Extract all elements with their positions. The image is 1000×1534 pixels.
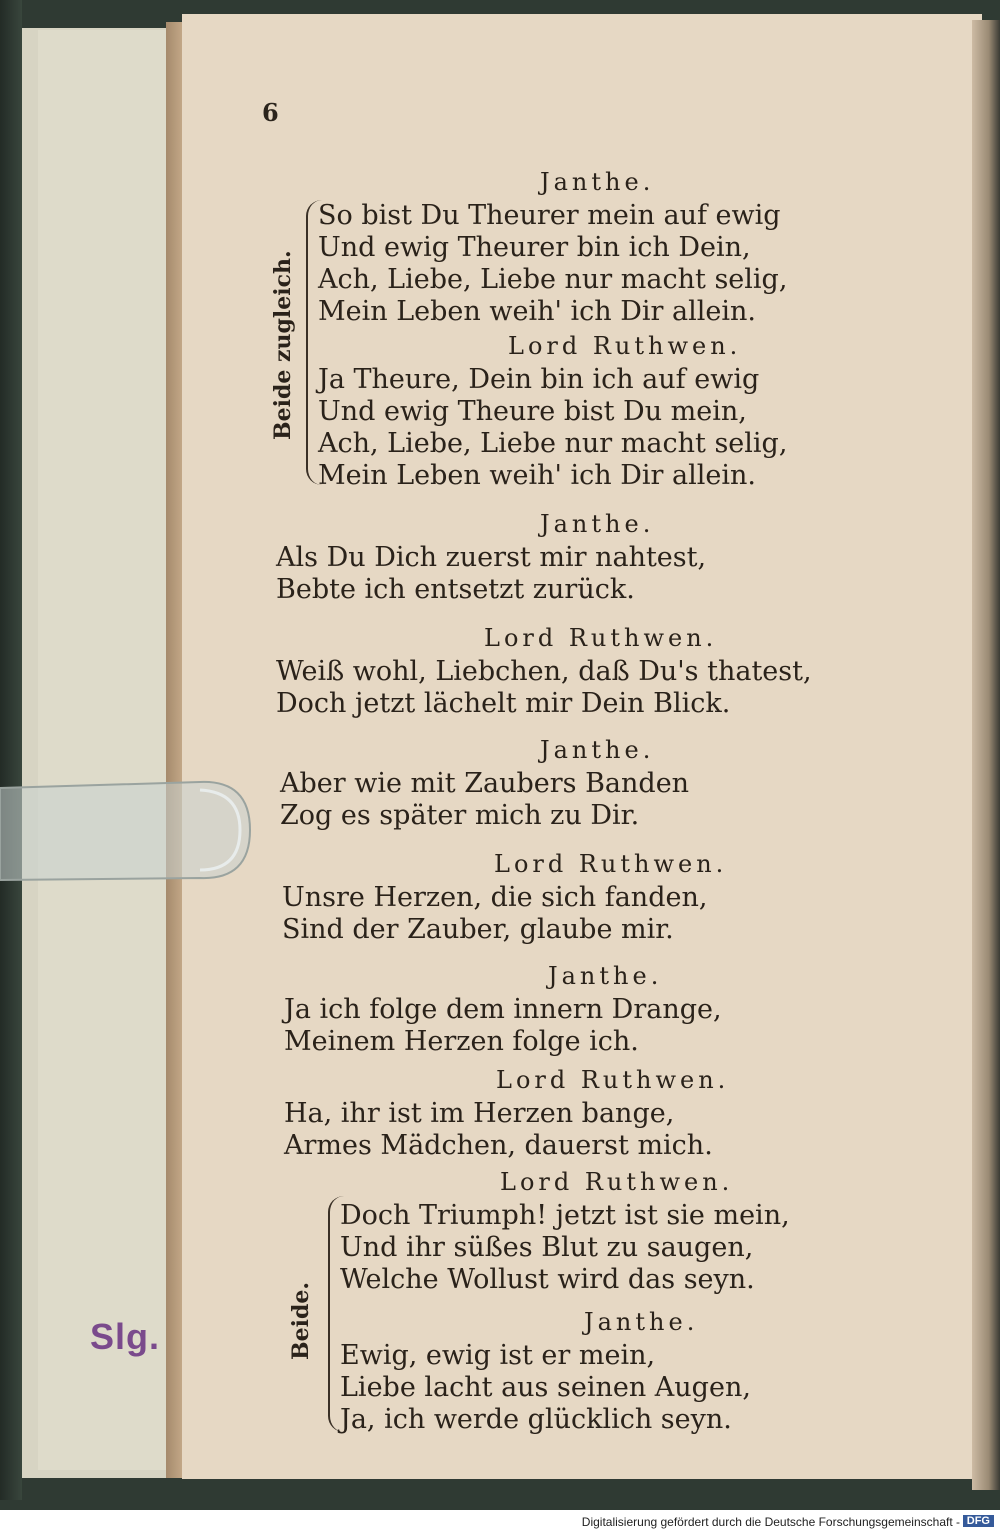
verse-line: Mein Leben weih' ich Dir allein. bbox=[318, 296, 756, 327]
verse-line: Sind der Zauber, glaube mir. bbox=[282, 914, 674, 945]
speaker-heading: Lord Ruthwen. bbox=[508, 332, 742, 360]
verse-line: Doch Triumph! jetzt ist sie mein, bbox=[340, 1200, 790, 1231]
verse-line: Meinem Herzen folge ich. bbox=[284, 1026, 639, 1057]
verse-line: Ja ich folge dem innern Drange, bbox=[284, 994, 722, 1025]
verse-line: Ha, ihr ist im Herzen bange, bbox=[284, 1098, 675, 1129]
verse-line: Unsre Herzen, die sich fanden, bbox=[282, 882, 708, 913]
speaker-heading: Janthe. bbox=[548, 962, 663, 990]
verse-line: Ja Theure, Dein bin ich auf ewig bbox=[318, 364, 760, 395]
speaker-heading: Janthe. bbox=[540, 510, 655, 538]
speaker-heading: Lord Ruthwen. bbox=[500, 1168, 734, 1196]
collection-stamp: Slg. bbox=[90, 1316, 161, 1357]
speaker-heading: Janthe. bbox=[584, 1308, 699, 1336]
verse-line: Welche Wollust wird das seyn. bbox=[340, 1264, 755, 1295]
verse-line: Ach, Liebe, Liebe nur macht selig, bbox=[318, 264, 788, 295]
verse-line: Zog es später mich zu Dir. bbox=[280, 800, 640, 831]
side-label-block2: Beide. bbox=[288, 1282, 314, 1360]
speaker-heading: Janthe. bbox=[540, 736, 655, 764]
verse-line: Mein Leben weih' ich Dir allein. bbox=[318, 460, 756, 491]
page-edge-right bbox=[972, 20, 1000, 1490]
page-holder-clip-icon bbox=[0, 780, 252, 890]
verse-line: Aber wie mit Zaubers Banden bbox=[280, 768, 690, 799]
page-number: 6 bbox=[262, 98, 279, 127]
verse-line: Liebe lacht aus seinen Augen, bbox=[340, 1372, 751, 1403]
verse-line: Bebte ich entsetzt zurück. bbox=[276, 574, 635, 605]
verse-line: Ja, ich werde glücklich seyn. bbox=[340, 1404, 732, 1435]
verse-line: Als Du Dich zuerst mir nahtest, bbox=[276, 542, 707, 573]
dfg-logo: DFG bbox=[963, 1515, 994, 1527]
verse-line: Ach, Liebe, Liebe nur macht selig, bbox=[318, 428, 788, 459]
speaker-heading: Lord Ruthwen. bbox=[494, 850, 728, 878]
verse-line: So bist Du Theurer mein auf ewig bbox=[318, 200, 781, 231]
side-label-block1: Beide zugleich. bbox=[270, 250, 296, 440]
verse-line: Weiß wohl, Liebchen, daß Du's thatest, bbox=[276, 656, 812, 687]
verse-line: Und ewig Theurer bin ich Dein, bbox=[318, 232, 751, 263]
verse-line: Ewig, ewig ist er mein, bbox=[340, 1340, 656, 1371]
speaker-heading: Lord Ruthwen. bbox=[496, 1066, 730, 1094]
verse-line: Doch jetzt lächelt mir Dein Blick. bbox=[276, 688, 731, 719]
cover-inner bbox=[38, 30, 166, 1470]
verse-line: Armes Mädchen, dauerst mich. bbox=[284, 1130, 713, 1161]
book-edge-left bbox=[0, 0, 22, 1500]
footer-credit: Digitalisierung gefördert durch die Deutsche Forschungsgemeinschaft - bbox=[581, 1515, 960, 1529]
speaker-heading: Janthe. bbox=[540, 168, 655, 196]
verse-line: Und ewig Theure bist Du mein, bbox=[318, 396, 747, 427]
speaker-heading: Lord Ruthwen. bbox=[484, 624, 718, 652]
verse-line: Und ihr süßes Blut zu saugen, bbox=[340, 1232, 754, 1263]
